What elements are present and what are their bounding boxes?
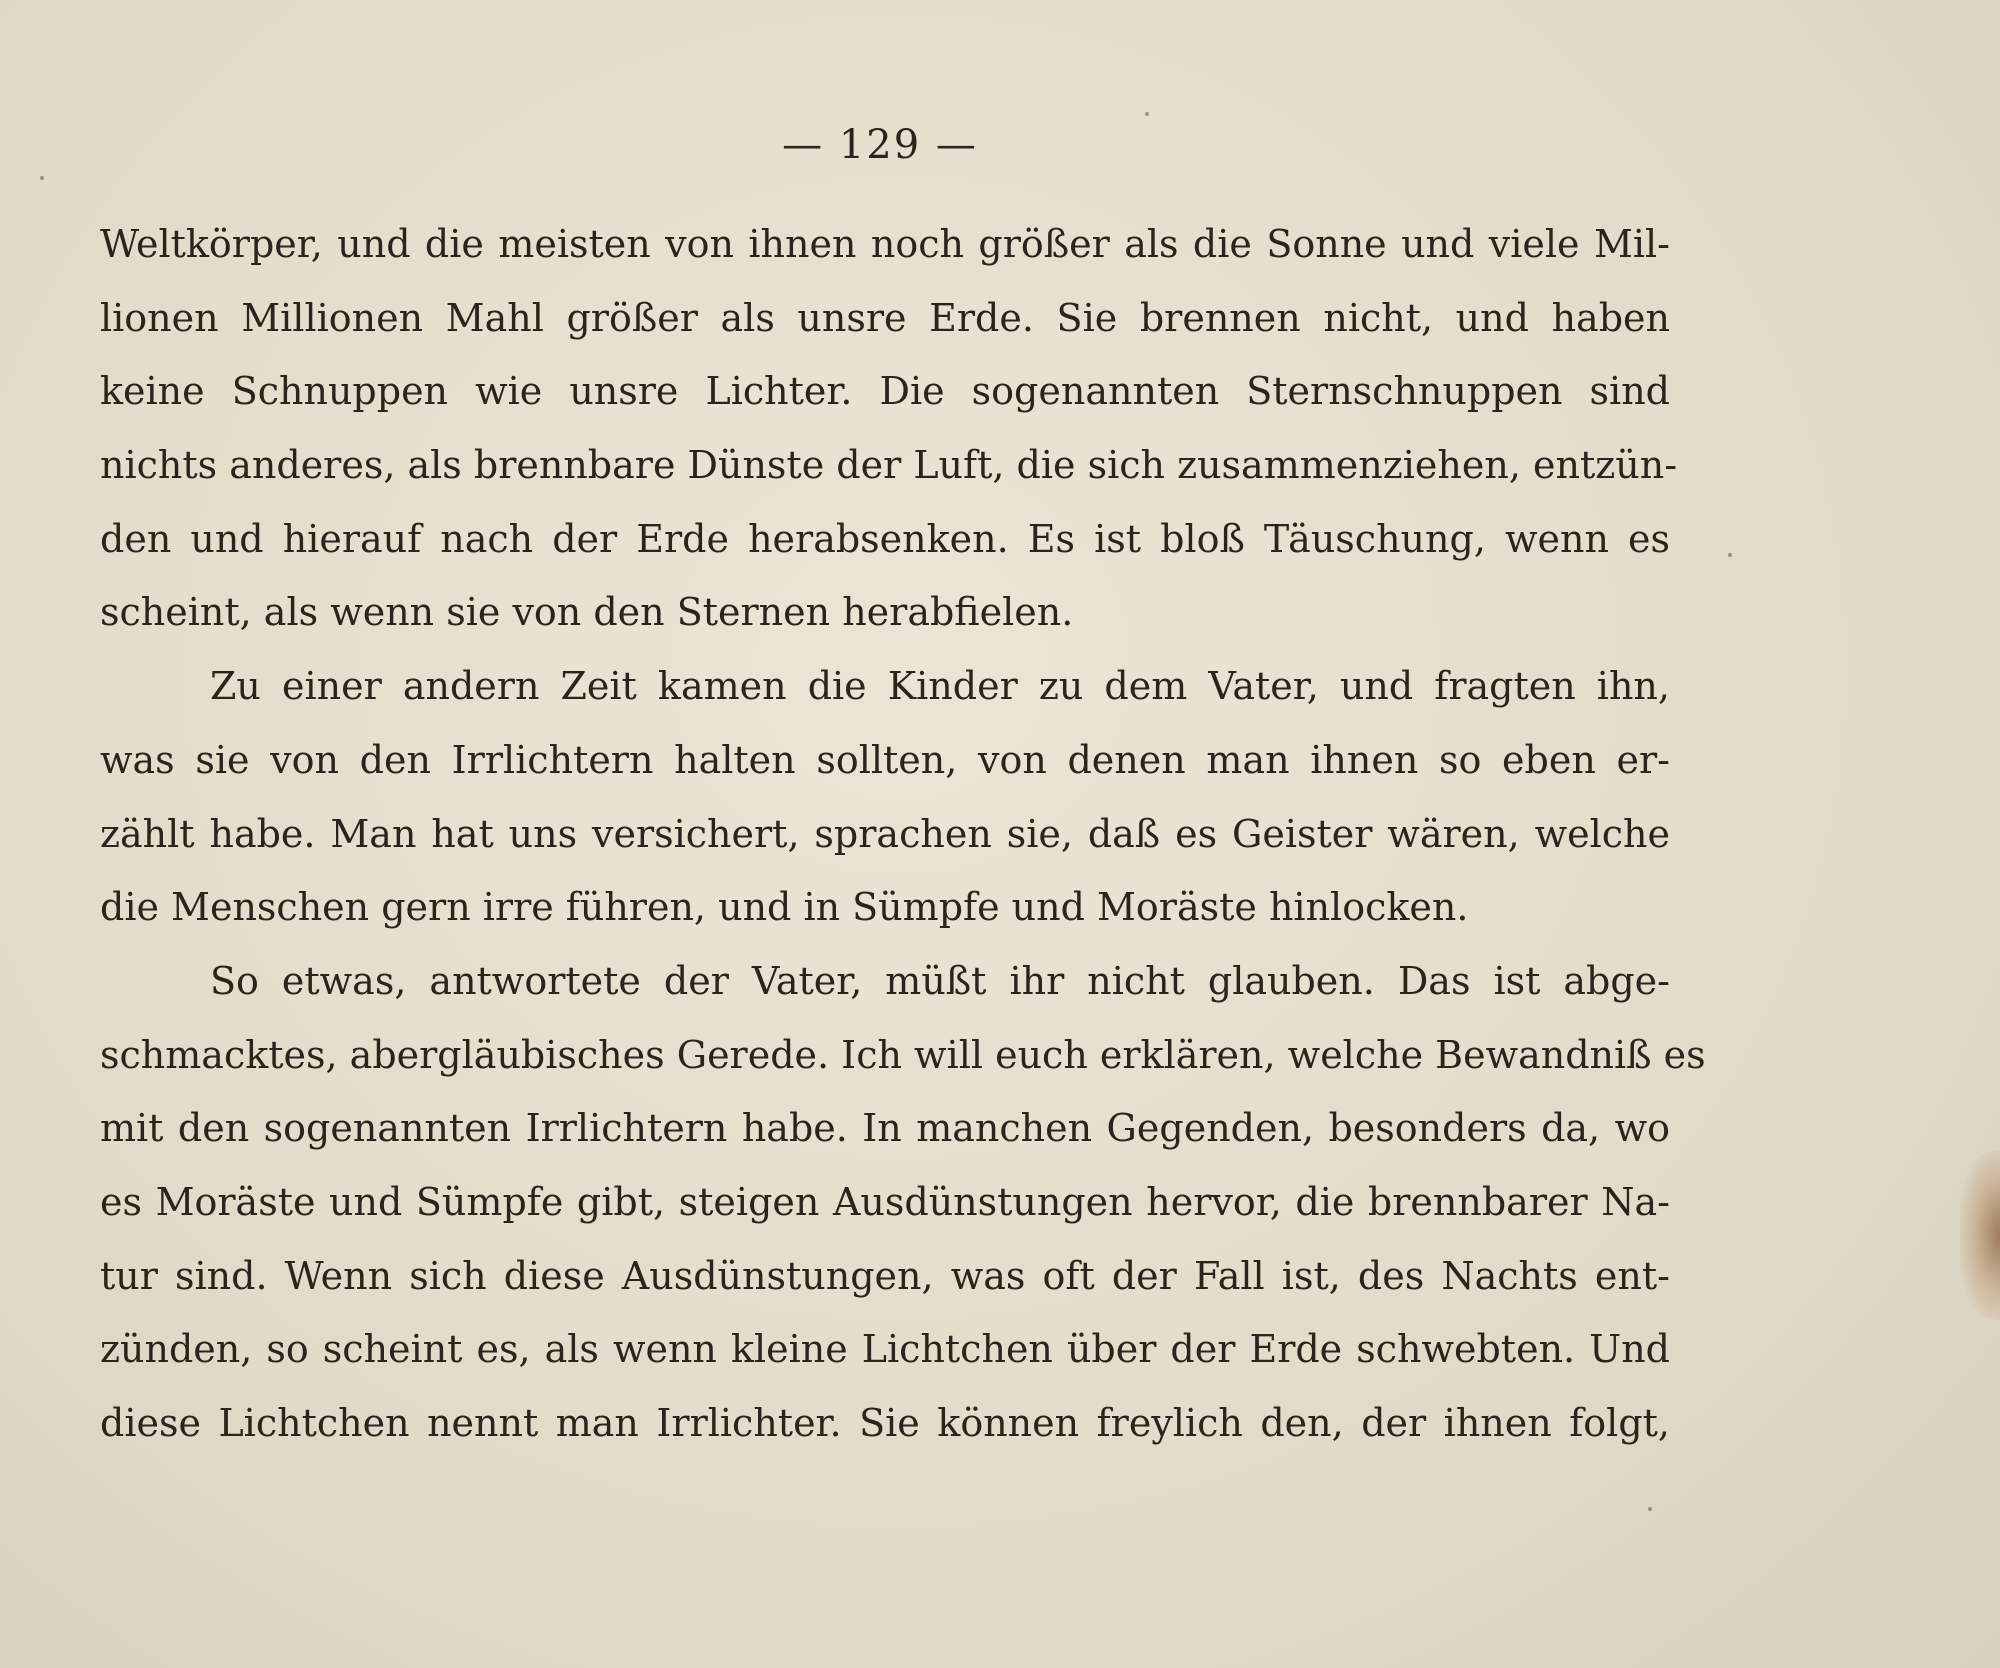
paper-speck bbox=[40, 176, 44, 180]
text-line: nichts anderes, als brennbare Dünste der Luft, die sich zusammenziehen, entzün- bbox=[100, 443, 1678, 488]
text-line: den und hierauf nach der Erde herabsenken. Es ist bloß Täuschung, wenn es bbox=[100, 516, 1670, 561]
text-line: So etwas, antwortete der Vater, müßt ihr nicht glauben. Das ist abge- bbox=[210, 958, 1670, 1003]
paper-speck bbox=[1648, 1507, 1652, 1511]
paper-speck bbox=[1145, 112, 1149, 116]
body-text bbox=[100, 208, 1706, 1461]
text-line: was sie von den Irrlichtern halten sollten, von denen man ihnen so eben er- bbox=[100, 737, 1670, 782]
paper-speck bbox=[1728, 553, 1732, 557]
page-number: — 129 — bbox=[782, 122, 978, 168]
paragraph-stars bbox=[100, 208, 1678, 650]
text-line: mit den sogenannten Irrlichtern habe. In manchen Gegenden, besonders da, wo bbox=[100, 1106, 1670, 1151]
text-line: zünden, so scheint es, als wenn kleine Lichtchen über der Erde schwebten. Und bbox=[100, 1327, 1670, 1372]
text-line: Zu einer andern Zeit kamen die Kinder zu dem Vater, und fragten ihn, bbox=[210, 664, 1670, 709]
paper-stain bbox=[1960, 1150, 2000, 1320]
text-line: diese Lichtchen nennt man Irrlichter. Sie können freylich den, der ihnen folgt, bbox=[100, 1401, 1670, 1445]
text-line: tur sind. Wenn sich diese Ausdünstungen, was oft der Fall ist, des Nachts ent- bbox=[100, 1253, 1670, 1298]
text-line: die Menschen gern irre führen, und in Sümpfe und Moräste hinlocken. bbox=[100, 885, 1469, 930]
text-line: keine Schnuppen wie unsre Lichter. Die sogenannten Sternschnuppen sind bbox=[100, 369, 1670, 414]
text-line: zählt habe. Man hat uns versichert, sprachen sie, daß es Geister wären, welche bbox=[100, 811, 1670, 856]
text-line: scheint, als wenn sie von den Sternen herabfielen. bbox=[100, 590, 1074, 635]
paragraph-question bbox=[100, 650, 1670, 945]
text-line: lionen Millionen Mahl größer als unsre Erde. Sie brennen nicht, und haben bbox=[100, 295, 1670, 340]
paragraph-answer bbox=[100, 945, 1706, 1461]
text-line: Weltkörper, und die meisten von ihnen noch größer als die Sonne und viele Mil- bbox=[100, 222, 1670, 266]
text-line: schmacktes, abergläubisches Gerede. Ich will euch erklären, welche Bewandniß es bbox=[100, 1032, 1706, 1077]
text-line: es Moräste und Sümpfe gibt, steigen Ausdünstungen hervor, die brennbarer Na- bbox=[100, 1179, 1670, 1224]
